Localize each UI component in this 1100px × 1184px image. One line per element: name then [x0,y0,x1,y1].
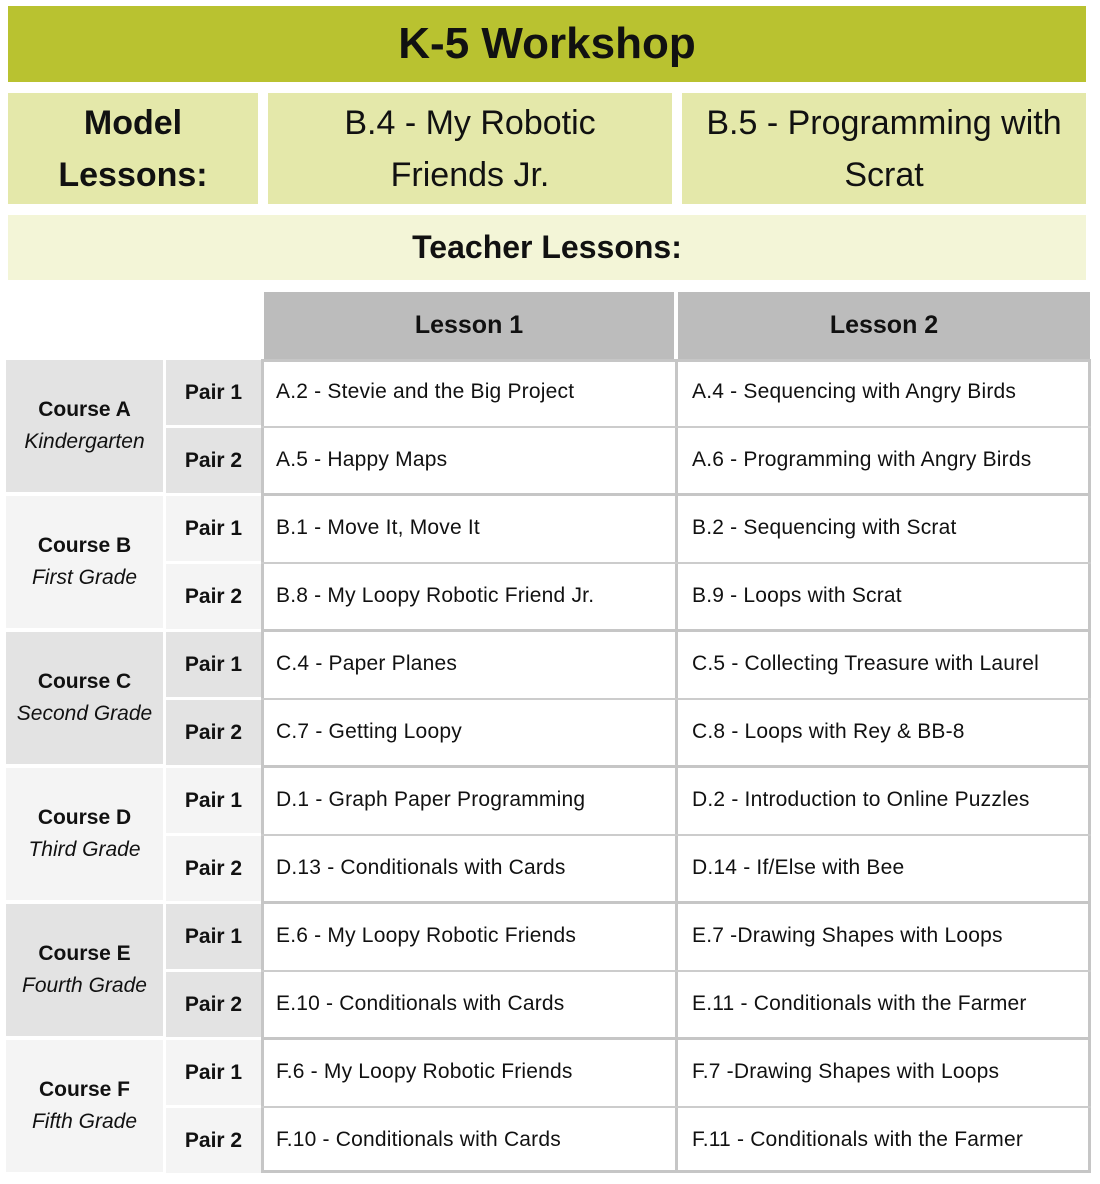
lesson-1-cell: B.1 - Move It, Move It [276,516,480,539]
pair-label: Pair 1 [166,360,261,425]
column-header-lesson-2: Lesson 2 [678,292,1090,359]
lesson-1-cell: A.5 - Happy Maps [276,448,448,471]
column-header-lesson-1: Lesson 1 [264,292,674,359]
lesson-1-cell: B.8 - My Loopy Robotic Friend Jr. [276,584,595,607]
lesson-2-cell: E.11 - Conditionals with the Farmer [692,992,1027,1015]
lesson-2-cell: B.2 - Sequencing with Scrat [692,516,957,539]
lesson-2-cell: F.11 - Conditionals with the Farmer [692,1128,1024,1151]
course-name: Course A [38,398,131,421]
lesson-1-cell: A.2 - Stevie and the Big Project [276,380,575,403]
page-title: K-5 Workshop [8,6,1086,82]
lesson-2-cell: A.4 - Sequencing with Angry Birds [692,380,1017,403]
course-grade: Second Grade [16,702,153,725]
lesson-1-cell: D.13 - Conditionals with Cards [276,856,566,879]
course-grade: Kindergarten [24,430,145,453]
lesson-2-cell: D.14 - If/Else with Bee [692,856,905,879]
course-name: Course D [37,806,132,829]
course-cell [6,632,163,764]
course-cell [6,768,163,900]
lesson-1-cell: D.1 - Graph Paper Programming [276,788,586,811]
pair-label: Pair 2 [166,972,261,1037]
course-grade: First Grade [31,566,138,589]
pair-label: Pair 1 [166,1040,261,1105]
course-grade: Fifth Grade [31,1110,138,1133]
course-grade: Fourth Grade [22,974,147,997]
lesson-1-cell: C.4 - Paper Planes [276,652,458,675]
lesson-1-cell: E.6 - My Loopy Robotic Friends [276,924,577,947]
lesson-2-cell: F.7 -Drawing Shapes with Loops [692,1060,1000,1083]
course-name: Course C [37,670,132,693]
lesson-2-cell: C.5 - Collecting Treasure with Laurel [692,652,1040,675]
lesson-2-cell: D.2 - Introduction to Online Puzzles [692,788,1030,811]
pair-label: Pair 1 [166,768,261,833]
course-name: Course B [37,534,132,557]
lesson-2-cell: B.9 - Loops with Scrat [692,584,902,607]
lesson-1-cell: F.6 - My Loopy Robotic Friends [276,1060,573,1083]
course-name: Course F [38,1078,130,1101]
pair-label: Pair 2 [166,428,261,493]
course-cell [6,904,163,1036]
teacher-lessons-heading: Teacher Lessons: [8,215,1086,280]
course-cell [6,496,163,628]
pair-label: Pair 1 [166,632,261,697]
lesson-2-cell: E.7 -Drawing Shapes with Loops [692,924,1003,947]
model-lesson-2: B.5 - Programming with Scrat [682,93,1086,204]
pair-label: Pair 1 [166,904,261,969]
lesson-1-cell: C.7 - Getting Loopy [276,720,462,743]
lesson-1-cell: F.10 - Conditionals with Cards [276,1128,561,1151]
model-lessons-label: Model Lessons: [8,93,258,204]
lesson-2-cell: C.8 - Loops with Rey & BB-8 [692,720,965,743]
model-lesson-1: B.4 - My Robotic Friends Jr. [268,93,672,204]
course-name: Course E [38,942,131,965]
lesson-1-cell: E.10 - Conditionals with Cards [276,992,565,1015]
pair-label: Pair 2 [166,564,261,629]
pair-label: Pair 2 [166,836,261,901]
course-cell [6,360,163,492]
course-grade: Third Grade [28,838,141,861]
pair-label: Pair 1 [166,496,261,561]
pair-label: Pair 2 [166,1108,261,1173]
lesson-2-cell: A.6 - Programming with Angry Birds [692,448,1032,471]
pair-label: Pair 2 [166,700,261,765]
course-cell [6,1040,163,1172]
